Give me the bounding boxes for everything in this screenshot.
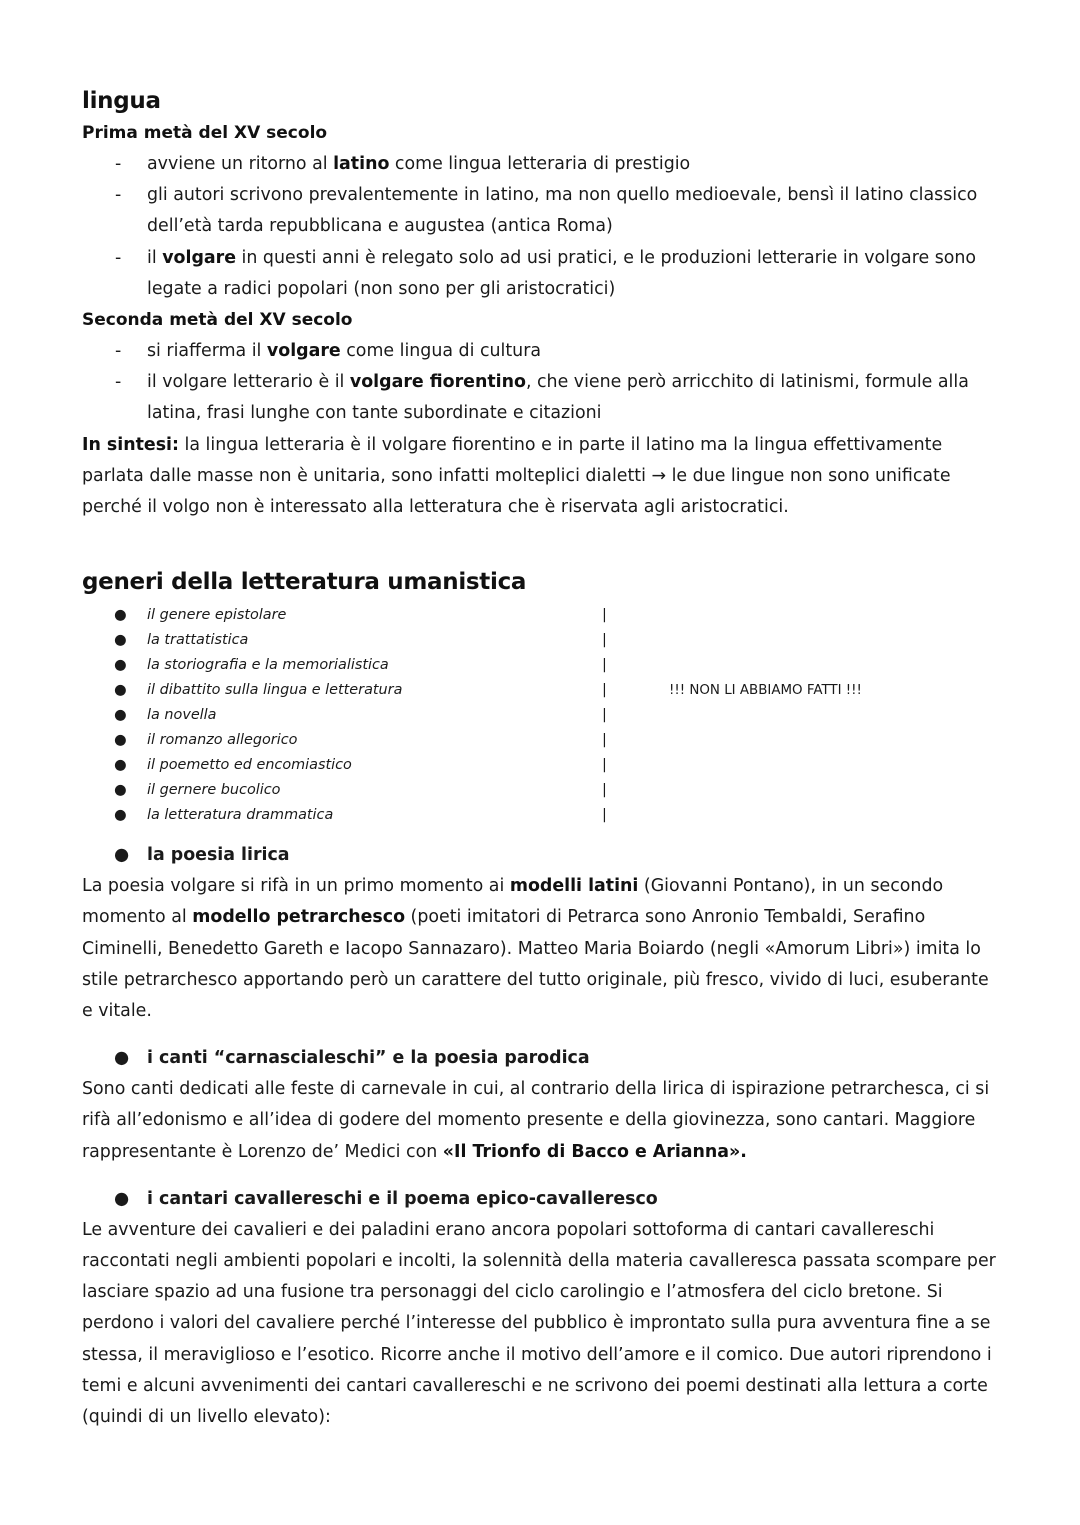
text-run: come lingua di cultura bbox=[340, 341, 542, 362]
bar-separator: | bbox=[602, 757, 607, 774]
genre-item bbox=[82, 778, 1002, 803]
subheading-cantari bbox=[82, 1184, 1002, 1215]
text-run: si riafferma il bbox=[147, 341, 267, 362]
bar-separator: | bbox=[602, 657, 607, 674]
genre-item bbox=[82, 803, 1002, 828]
bullet-icon: ● bbox=[114, 607, 127, 624]
bullet-icon: ● bbox=[114, 807, 127, 824]
document-page bbox=[82, 84, 1002, 1433]
text-run: come lingua letteraria di prestigio bbox=[389, 154, 691, 174]
bar-separator: | bbox=[602, 807, 607, 824]
bar-separator: | bbox=[602, 732, 607, 749]
genre-item bbox=[82, 603, 1002, 628]
genre-label: il gernere bucolico bbox=[147, 782, 281, 799]
list-item bbox=[82, 180, 1002, 242]
list-item bbox=[82, 367, 1002, 429]
canti-paragraph bbox=[82, 1074, 1002, 1168]
list-item bbox=[82, 149, 1002, 180]
subheading-text: la poesia lirica bbox=[147, 845, 290, 866]
list-item bbox=[82, 243, 1002, 305]
bold-term: modelli latini bbox=[509, 876, 639, 897]
genre-label: il genere epistolare bbox=[147, 607, 287, 624]
genre-label: il romanzo allegorico bbox=[147, 732, 298, 749]
summary-text: la lingua letteraria è il volgare fiorentino e in parte il latino ma la lingua effettivamente parlata dalle masse non è unitaria, sono infatti molteplici dialetti → le due lingue non sono unificate perché il volgo non è interessato alla letteratura che è riservata agli aristocratici. bbox=[82, 434, 951, 518]
dash-bullet: - bbox=[115, 341, 122, 362]
bar-separator: | bbox=[602, 607, 607, 624]
genre-item bbox=[82, 653, 1002, 678]
subheading-lirica bbox=[82, 840, 1002, 871]
first-half-list bbox=[82, 149, 1002, 305]
section-generi bbox=[82, 565, 1002, 1433]
section-title-lingua: lingua bbox=[82, 88, 161, 114]
bullet-icon: ● bbox=[114, 1188, 130, 1209]
bar-separator: | bbox=[602, 632, 607, 649]
subheading-text: i canti “carnascialeschi” e la poesia parodica bbox=[147, 1048, 590, 1069]
genre-list bbox=[82, 603, 1002, 828]
subheading-second-half: Seconda metà del XV secolo bbox=[82, 310, 353, 331]
second-half-list bbox=[82, 336, 1002, 430]
text-run: , che viene però arricchito di latinismi, formule alla latina, frasi lunghe con tante subordinate e citazioni bbox=[147, 372, 969, 424]
genre-item bbox=[82, 703, 1002, 728]
section-title-generi: generi della letteratura umanistica bbox=[82, 569, 527, 596]
dash-bullet: - bbox=[115, 372, 122, 393]
dash-bullet: - bbox=[115, 247, 122, 268]
bullet-icon: ● bbox=[114, 682, 127, 699]
text-run: Sono canti dedicati alle feste di carnevale in cui, al contrario della lirica di ispirazione petrarchesca, ci si rifà all’edonismo e all’idea di godere del momento presente e della giovinezza, sono cantari. Maggiore rappresentante è Lorenzo de’ Medici con bbox=[82, 1079, 990, 1162]
genre-label: la novella bbox=[147, 707, 217, 724]
bullet-icon: ● bbox=[114, 732, 127, 749]
bar-separator: | bbox=[602, 782, 607, 799]
text-run: in questi anni è relegato solo ad usi pratici, e le produzioni letterarie in volgare sono legate a radici popolari (non sono per gli aristocratici) bbox=[147, 247, 977, 299]
dash-bullet: - bbox=[115, 185, 122, 206]
bullet-icon: ● bbox=[114, 657, 127, 674]
bold-term: volgare fiorentino bbox=[349, 372, 526, 393]
bold-term: modello petrarchesco bbox=[192, 907, 406, 928]
bar-separator: | bbox=[602, 707, 607, 724]
genre-list-block bbox=[82, 603, 1002, 828]
genre-item bbox=[82, 753, 1002, 778]
subheading-first-half: Prima metà del XV secolo bbox=[82, 123, 328, 143]
summary-paragraph bbox=[82, 430, 1002, 524]
subheading-text: i cantari cavallereschi e il poema epico-cavalleresco bbox=[147, 1188, 658, 1209]
genre-label: la letteratura drammatica bbox=[147, 807, 334, 824]
text-run: (Giovanni Pontano), in un secondo momento al bbox=[82, 876, 944, 928]
genre-label: il dibattito sulla lingua e letteratura bbox=[147, 682, 403, 699]
bold-term: volgare bbox=[266, 341, 341, 362]
list-item bbox=[82, 336, 1002, 367]
subheading-canti bbox=[82, 1043, 1002, 1074]
summary-label: In sintesi: bbox=[82, 434, 179, 455]
bullet-icon: ● bbox=[114, 782, 127, 799]
genre-label: la storiografia e la memorialistica bbox=[147, 657, 389, 674]
bold-term: latino bbox=[333, 154, 390, 174]
text-run: avviene un ritorno al bbox=[147, 154, 334, 174]
bold-term: «Il Trionfo di Bacco e Arianna». bbox=[442, 1141, 747, 1162]
genre-item bbox=[82, 628, 1002, 653]
bullet-icon: ● bbox=[114, 757, 127, 774]
genre-label: la trattatistica bbox=[147, 632, 249, 649]
bullet-icon: ● bbox=[114, 632, 127, 649]
genre-label: il poemetto ed encomiastico bbox=[147, 757, 352, 774]
bullet-icon: ● bbox=[114, 845, 130, 866]
bold-term: volgare bbox=[162, 247, 237, 268]
text-run: gli autori scrivono prevalentemente in latino, ma non quello medioevale, bensì il latino classico dell’età tarda repubblicana e augustea (antica Roma) bbox=[147, 185, 978, 237]
bullet-icon: ● bbox=[114, 707, 127, 724]
bullet-icon: ● bbox=[114, 1048, 130, 1069]
cantari-paragraph: Le avventure dei cavalieri e dei paladini erano ancora popolari sottoforma di cantari cavallereschi raccontati negli ambienti popolari e incolti, la solennità della materia cavalleresca passata scompare per lasciare spazio ad una fusione tra personaggi del ciclo carolingio e l’atmosfera del ciclo bretone. Si perdono i valori del cavaliere perché l’interesse del pubblico è improntato sulla pura avventura fine a se stessa, il meraviglioso e l’esotico. Ricorre anche il motivo dell’amore e il comico. Due autori riprendono i temi e alcuni avvenimenti dei cantari cavallereschi e ne scrivono dei poemi destinati alla lettura a corte (quindi di un livello elevato): bbox=[82, 1219, 996, 1428]
genre-item bbox=[82, 678, 1002, 703]
lirica-paragraph bbox=[82, 871, 1002, 1027]
not-covered-note: !!! NON LI ABBIAMO FATTI !!! bbox=[669, 683, 862, 699]
dash-bullet: - bbox=[115, 154, 122, 174]
text-run: il volgare letterario è il bbox=[147, 372, 350, 393]
text-run: il bbox=[147, 247, 163, 268]
genre-item bbox=[82, 728, 1002, 753]
text-run: La poesia volgare si rifà in un primo momento ai bbox=[82, 876, 510, 897]
bar-separator: | bbox=[602, 682, 607, 699]
text-run: (poeti imitatori di Petrarca sono Anronio Tembaldi, Serafino Ciminelli, Benedetto Gareth e Iacopo Sannazaro). Matteo Maria Boiardo (negli «Amorum Libri») imita lo stile petrarchesco apportando però un carattere del tutto originale, più fresco, vivido di luci, esuberante e vitale. bbox=[82, 907, 989, 1022]
